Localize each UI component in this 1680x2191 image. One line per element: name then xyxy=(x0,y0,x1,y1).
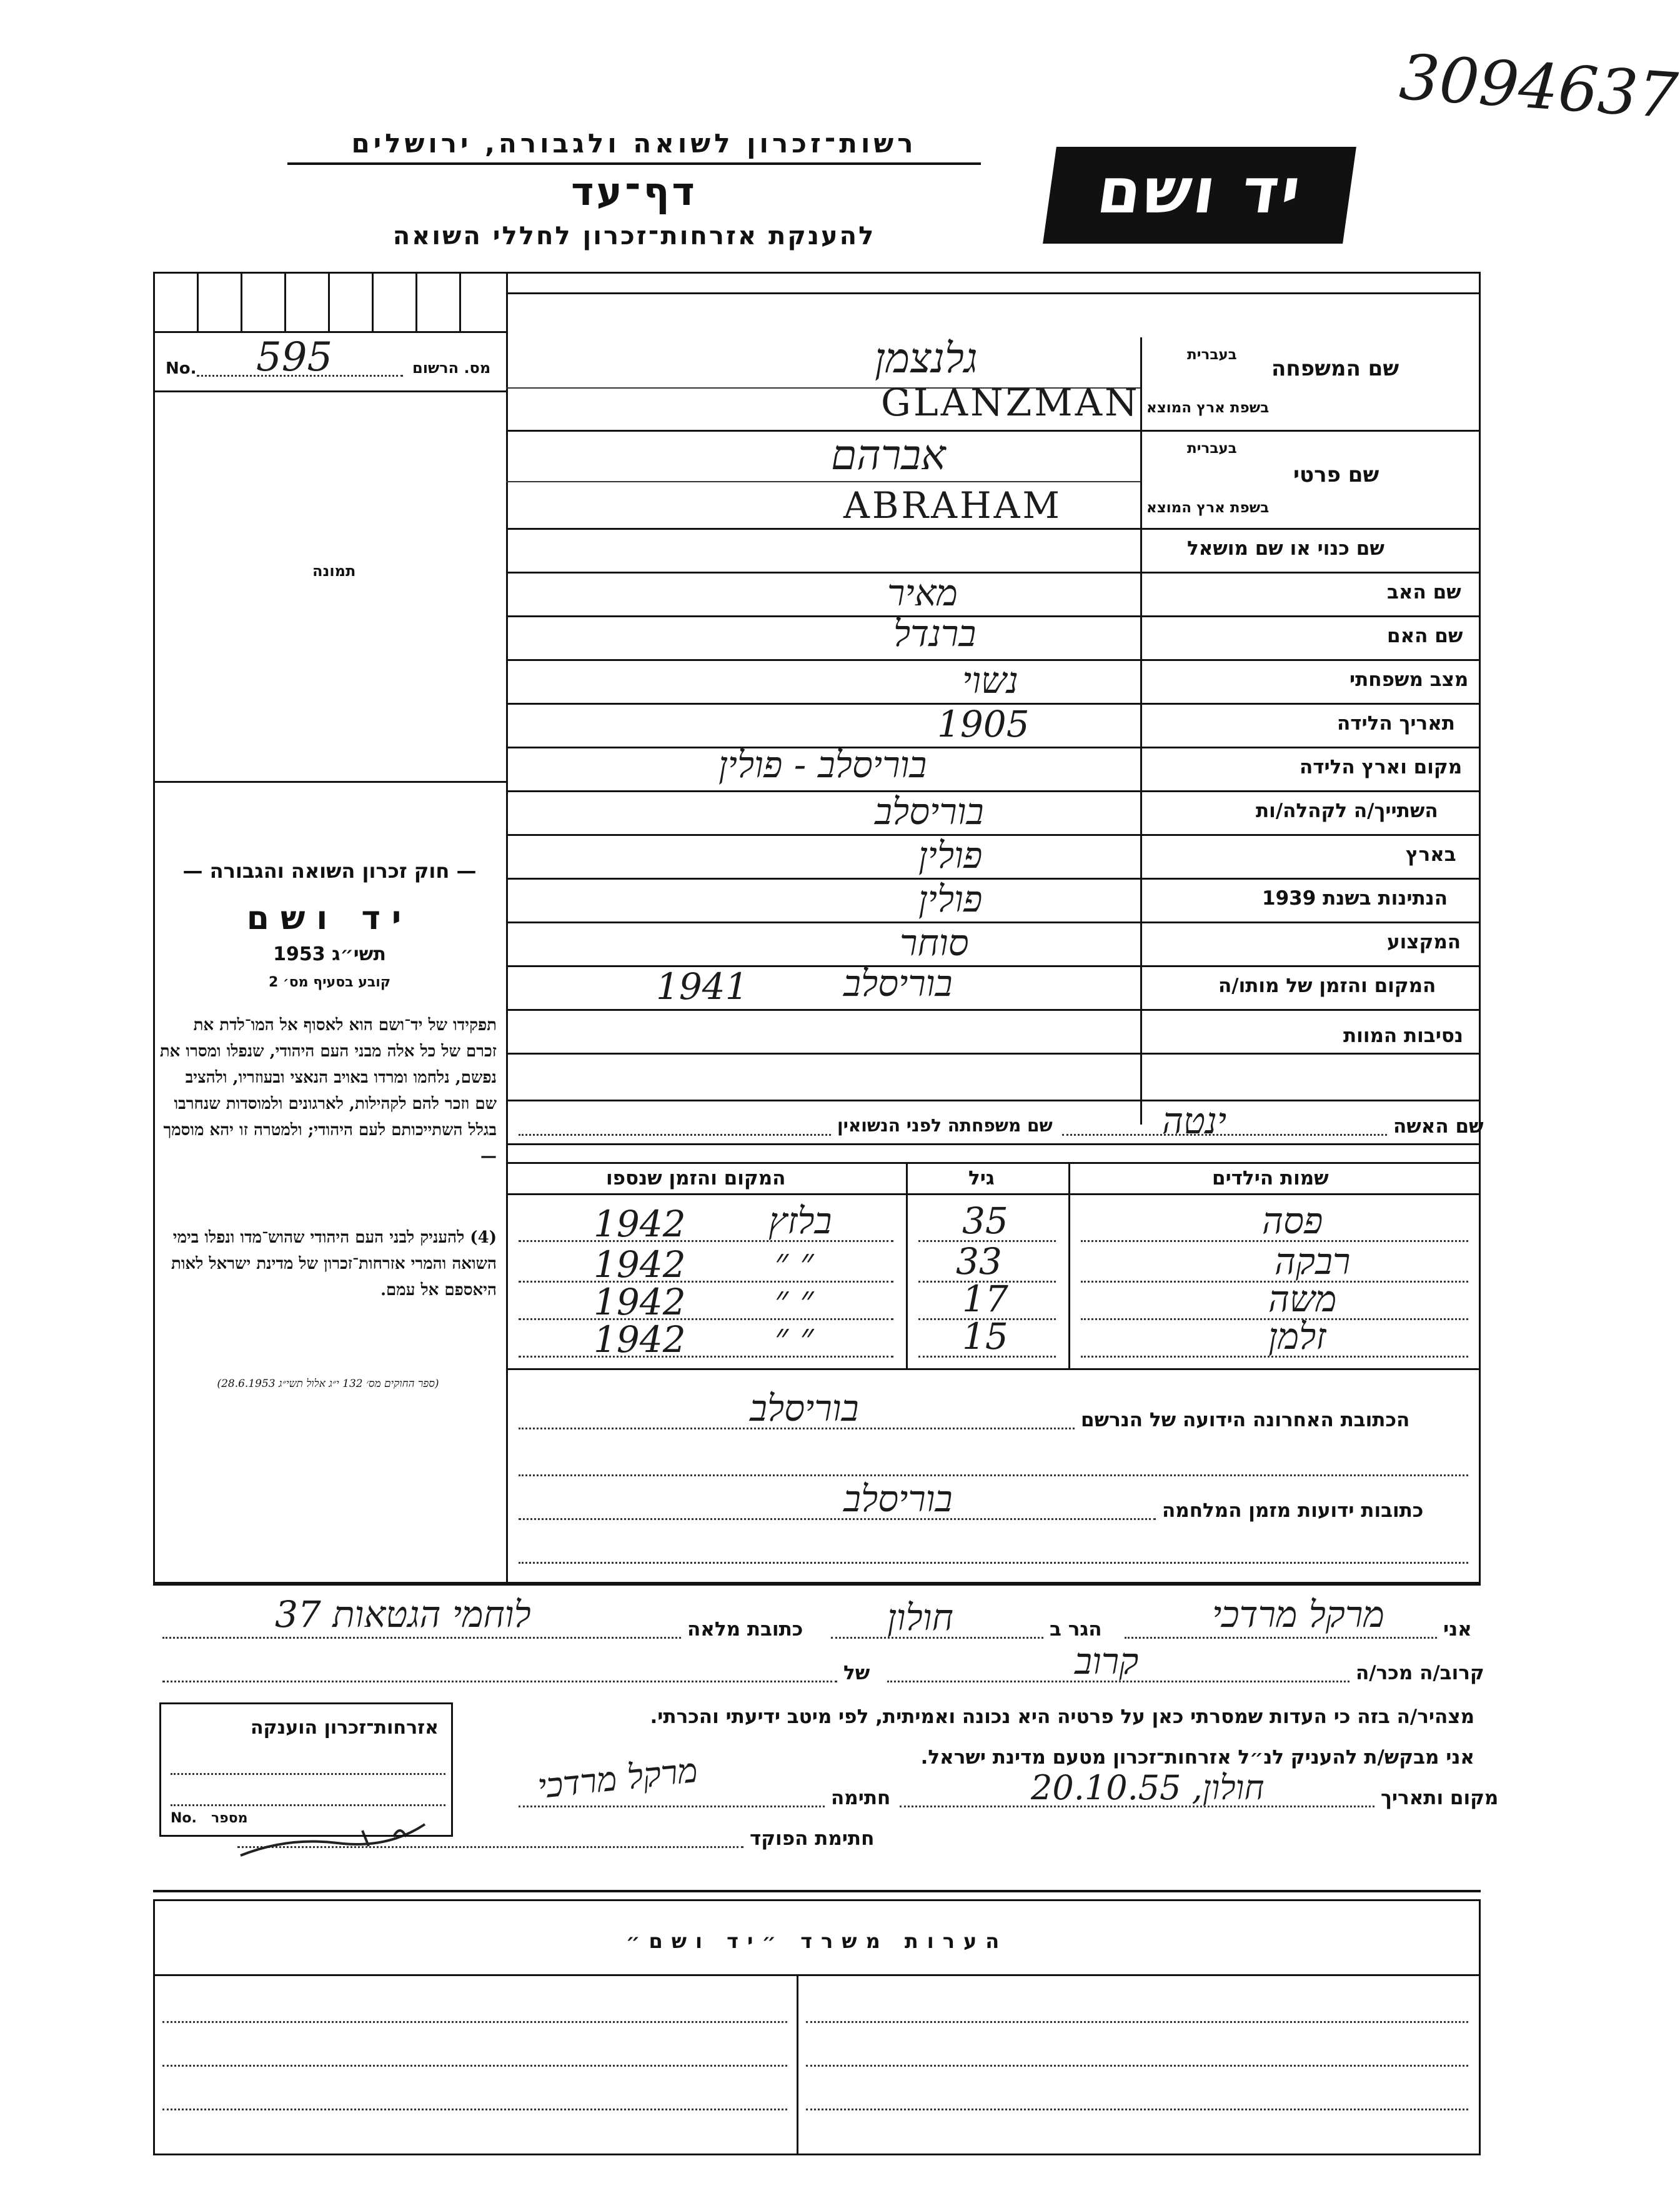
official-signature-label: חתימת הפוקד xyxy=(750,1827,875,1850)
citizenship-granted-title: אזרחות־זכרון הוענקה xyxy=(250,1717,439,1739)
law-clause: קובע בסעיף מס׳ 2 xyxy=(268,975,391,990)
law-text-2: (4) להעניק לבני העם היהודי שהוש־מדו ונפלו בימי השואה והמרי אזרחות־זכרון של מדינת ישראל לאות היאספם אל עמם. xyxy=(171,1228,497,1299)
country-label: בארץ xyxy=(1406,843,1456,866)
stamp-number-label: מספר xyxy=(211,1811,248,1826)
logo-text: יד ושם xyxy=(1093,154,1308,227)
children-age-header: גיל xyxy=(968,1167,995,1190)
of-label: של xyxy=(843,1662,870,1684)
nickname-label: שם כנוי או שם מושאל xyxy=(1187,537,1384,560)
yad-vashem-logo xyxy=(1043,147,1356,244)
surname-hebrew-label: בעברית xyxy=(1187,347,1237,363)
circumstances-label: נסיבות המוות xyxy=(1343,1025,1463,1047)
war-address-label: כתובות ידועות מזמן המלחמה xyxy=(1162,1499,1424,1522)
child-3-year: 1942 xyxy=(594,1281,686,1323)
place-date-label: מקום ותאריך xyxy=(1381,1787,1499,1809)
death-place-label: המקום והזמן של מותו/ה xyxy=(1218,975,1436,997)
surname-origin-label: בשפת ארץ המוצא xyxy=(1146,400,1270,416)
child-4-year: 1942 xyxy=(594,1318,686,1361)
declarant-signature: מרקל מרדכי xyxy=(535,1750,700,1807)
photo-label: תמונה xyxy=(312,562,356,580)
stamp-number-label-en: No. xyxy=(171,1811,197,1826)
community-label: השתייך/ה לקהלה/ות xyxy=(1256,800,1438,822)
law-name: יד ושם xyxy=(246,900,413,937)
given-name-origin: ABRAHAM xyxy=(843,484,1062,527)
child-3-place: ״ ״ xyxy=(775,1278,814,1320)
child-1-year: 1942 xyxy=(594,1203,686,1245)
wife-name: ינטה xyxy=(1162,1100,1227,1142)
wife-maiden-label: שם משפחתה לפני הנשואין xyxy=(837,1115,1053,1136)
registration-label: מס. הרשום xyxy=(412,359,491,377)
children-names-header: שמות הילדים xyxy=(1212,1167,1329,1190)
form-subtitle: להענקת אזרחות־זכרון לחללי השואה xyxy=(392,222,876,251)
wife-label: שם האשה xyxy=(1393,1115,1484,1138)
birthplace: בוריסלב - פולין xyxy=(718,743,927,786)
office-notes-title: הערות משרד ״יד ושם״ xyxy=(625,1929,1008,1953)
authority-name: רשות־זכרון לשואה ולגבורה, ירושלים xyxy=(287,128,981,165)
birthdate: 1905 xyxy=(937,703,1030,745)
child-2-year: 1942 xyxy=(594,1243,686,1286)
children-place-header: המקום והזמן שנספו xyxy=(606,1167,786,1190)
citizenship-granted-box xyxy=(159,1702,453,1837)
child-4-age: 15 xyxy=(962,1315,1008,1358)
occupation: סוחר xyxy=(900,922,969,964)
law-title: — חוק זכרון השואה והגבורה — xyxy=(182,859,477,883)
child-1-age: 35 xyxy=(962,1200,1008,1242)
archive-number: 3094637 xyxy=(1397,40,1680,133)
full-address-label: כתובת מלאה xyxy=(687,1618,803,1641)
child-4-name: זלמן xyxy=(1268,1315,1326,1358)
declarant-address: לוחמי הגטאות 37 xyxy=(275,1593,531,1636)
law-year: תשי״ג 1953 xyxy=(273,943,386,965)
relative-label: קרוב/ה מכר/ה xyxy=(1356,1662,1484,1684)
country: פולין xyxy=(918,834,983,877)
law-citation: (ספר החוקים מס׳ 132 י״ג אלול תשי״ג 28.6.1953) xyxy=(217,1378,439,1390)
death-place: בוריסלב xyxy=(843,962,953,1005)
request-text: אני מבקש/ת להעניק לנ״ל אזרחות־זכרון מטעם מדינת ישראל. xyxy=(920,1746,1474,1769)
left-column-divider xyxy=(506,272,508,1584)
given-name-hebrew: אברהם xyxy=(831,431,946,479)
child-2-name: רבקה xyxy=(1275,1240,1351,1283)
child-2-age: 33 xyxy=(956,1240,1002,1283)
surname-hebrew: גלנצמן xyxy=(875,334,978,382)
father-name: מאיר xyxy=(887,572,958,614)
registration-label-en: No. xyxy=(166,359,197,378)
last-address: בוריסלב xyxy=(750,1387,859,1429)
declaration-text: מצהיר/ה בזה כי העדות שמסרתי כאן על פרטיה היא נכונה ואמיתית, לפי מיטב ידיעתי והכרתי. xyxy=(650,1706,1474,1728)
mother-label: שם האם xyxy=(1387,625,1463,647)
resides-label: הגר ב xyxy=(1050,1618,1102,1641)
surname-origin: GLANZMAN xyxy=(881,381,1140,425)
child-3-name: משה xyxy=(1268,1278,1337,1320)
marital-status: נשוי xyxy=(962,659,1018,702)
child-2-place: ״ ״ xyxy=(775,1240,814,1283)
declarant-i-label: אני xyxy=(1443,1618,1472,1641)
birthplace-label: מקום וארץ הלידה xyxy=(1300,756,1463,778)
birthdate-label: תאריך הלידה xyxy=(1337,712,1455,735)
given-origin-label: בשפת ארץ המוצא xyxy=(1146,500,1270,516)
child-1-place: בלזץ xyxy=(768,1200,832,1242)
child-4-place: ״ ״ xyxy=(775,1315,814,1358)
declarant-city: חולון xyxy=(887,1596,953,1639)
child-3-age: 17 xyxy=(962,1278,1008,1320)
war-address: בוריסלב xyxy=(843,1478,953,1520)
occupation-label: המקצוע xyxy=(1387,931,1461,953)
registration-number: 595 xyxy=(256,334,333,380)
death-year: 1941 xyxy=(656,965,748,1008)
citizenship: פולין xyxy=(918,878,983,920)
last-address-label: הכתובת האחרונה הידועה של הנרשם xyxy=(1081,1409,1410,1431)
signature-label: חתימה xyxy=(831,1787,891,1809)
law-text-1: תפקידו של יד־ושם הוא לאסוף אל המו־לדת את זכרם של כל אלה מבני העם היהודי, שנפלו ומסרו את נפשם, נלחמו ומרדו באויב הנאצי ובעוזריו, ולהציב שם וזכר להם לקהילות, לארגונים ולמוסדות שנחרבו בגלל השתייכותם לעם היהודי; ולמטרה זו יהא מוסמך — xyxy=(159,1016,497,1166)
given-name-label: שם פרטי xyxy=(1293,462,1379,487)
place-date: חולון, 20.10.55 xyxy=(1031,1768,1265,1807)
surname-label: שם המשפחה xyxy=(1271,356,1399,381)
declarant-relation: קרוב xyxy=(1075,1640,1139,1682)
citizenship-label: הנתינות בשנת 1939 xyxy=(1262,887,1448,910)
declarant-name: מרקל מרדכי xyxy=(1212,1593,1384,1636)
form-title: דף־עד xyxy=(571,169,697,214)
father-label: שם האב xyxy=(1387,581,1461,604)
community: בוריסלב xyxy=(875,790,984,833)
marital-status-label: מצב משפחתי xyxy=(1349,668,1469,691)
given-hebrew-label: בעברית xyxy=(1187,440,1237,457)
mother-name: ברנדל xyxy=(893,612,977,655)
child-1-name: פסה xyxy=(1262,1200,1323,1242)
